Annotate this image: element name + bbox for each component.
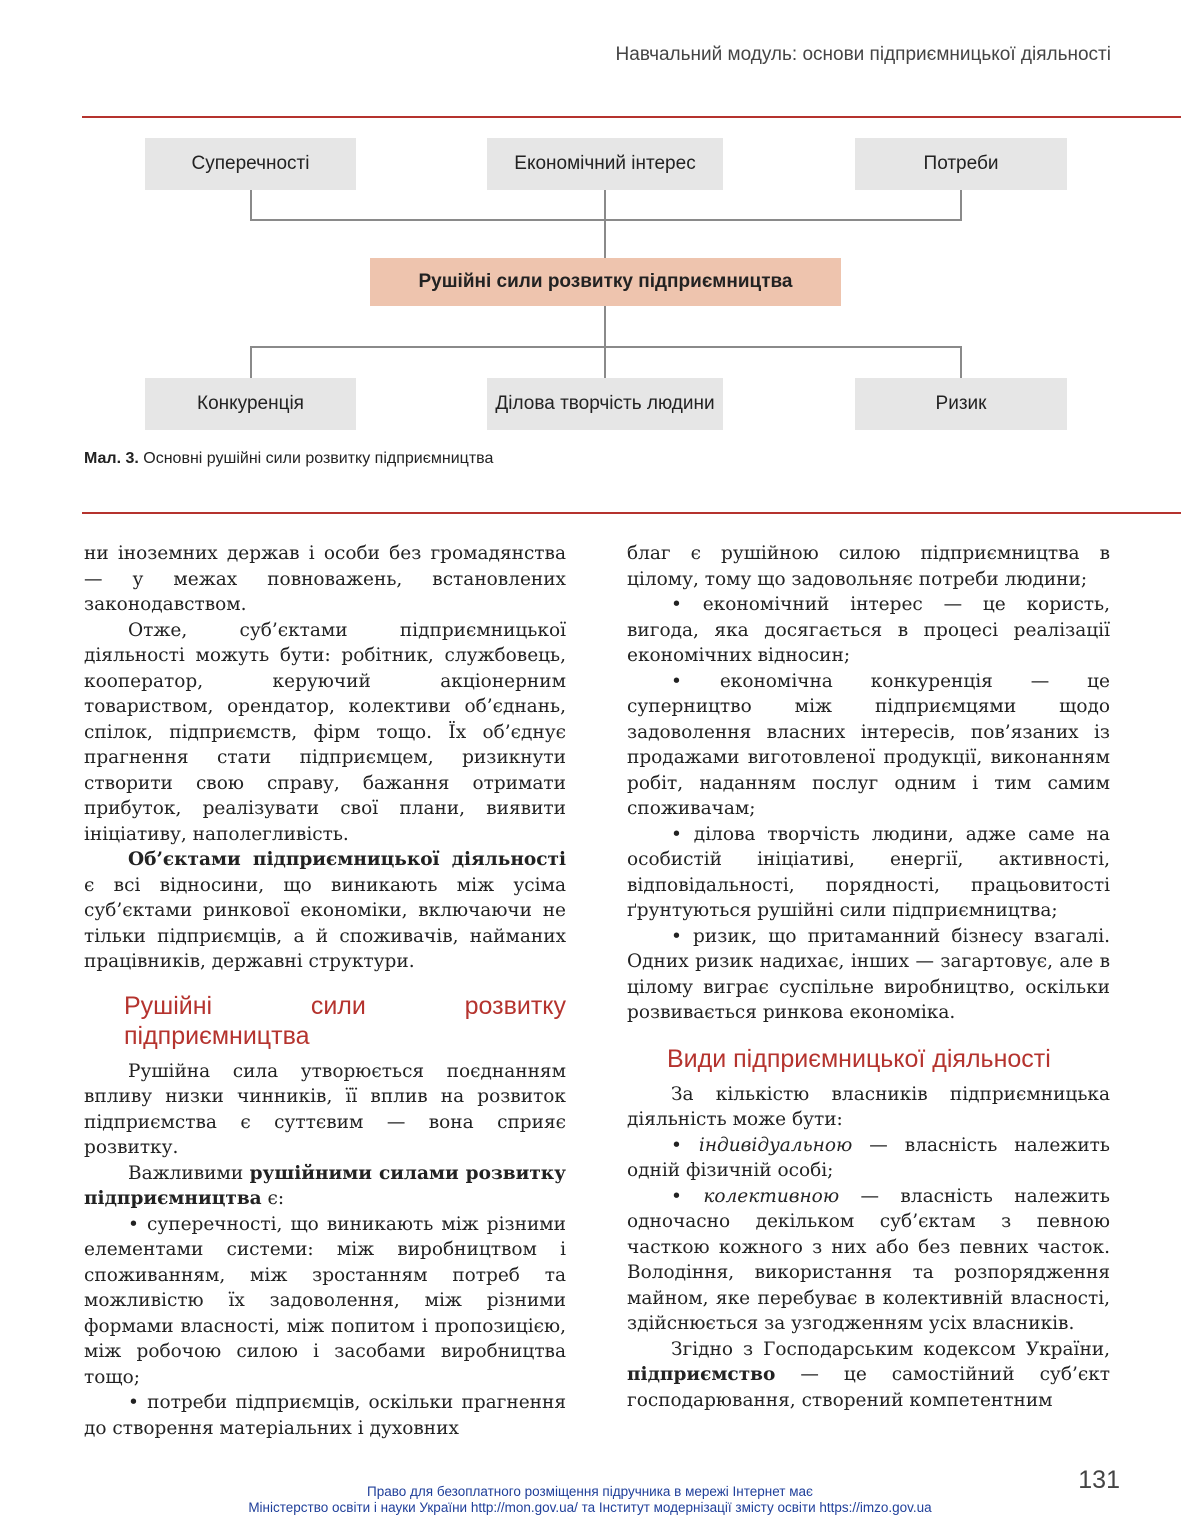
list-item: • ризик, що притаманний бізнесу взагалі. Одних ризик надихає, інших — загартовує, але в цілому виграє суспільне виробництво, оскільки розвивається ринкова економіка.	[627, 925, 1110, 1023]
bold-term: Об’єктами підприємницької діяльності	[128, 849, 566, 870]
box-risk: Ризик	[855, 378, 1067, 430]
caption-label: Мал. 3.	[84, 450, 139, 467]
box-driving-forces: Рушійні сили розвитку підприємництва	[370, 258, 841, 306]
connector-line	[250, 346, 962, 348]
list-item: • суперечності, що виникають між різними елементами системи: між виробництвом і споживанням, між зростанням потреб та можливістю їх задоволення, між різними формами власності, між попитом і пропозицією, між робочою силою і засобами виробництва тощо;	[84, 1213, 566, 1388]
footer-line: Міністерство освіти і науки України http://mon.gov.ua/ та Інститут модернізації змісту освіти https://imzo.gov.ua	[248, 1500, 932, 1515]
list-item-text: — власність належить одній фізичній особі;	[627, 1134, 1110, 1181]
diagram	[0, 0, 1181, 520]
bold-term: рушійними силами розвитку підприємництва	[84, 1162, 566, 1209]
paragraph-text: Згідно з Господарським кодексом України,	[671, 1338, 1110, 1360]
list-item: • потреби підприємців, оскільки прагнення до створення матеріальних і духовних	[84, 1392, 566, 1439]
left-column	[84, 541, 566, 1441]
italic-term: індивідуальною	[698, 1134, 853, 1156]
box-competition: Конкуренція	[145, 378, 356, 430]
list-item-text: — власність належить одночасно декільком суб’єктам з певною часткою кожного з них або без певних часток. Володіння, використання та розпорядження майном, яке перебуває в колективній власності, здійснюється за узгодженням усіх власників.	[627, 1185, 1110, 1334]
paragraph: ни іноземних держав і особи без громадянства — у межах повноважень, встановлених законодавством.	[84, 543, 566, 615]
right-column	[627, 541, 1110, 1413]
connector-line	[960, 190, 962, 220]
section-heading: Види підприємницької діяльності	[667, 1044, 1051, 1073]
paragraph: благ є рушійною силою підприємництва в цілому, тому що задовольняє потреби людини;	[627, 543, 1110, 590]
diagram-divider	[82, 512, 1181, 514]
caption-text: Основні рушійні сили розвитку підприємництва	[138, 450, 494, 467]
italic-term: колективною	[703, 1185, 840, 1207]
box-creativity: Ділова творчість людини	[487, 378, 723, 430]
connector-line	[250, 346, 252, 378]
box-needs: Потреби	[855, 138, 1067, 190]
paragraph-text: Важливими	[128, 1162, 250, 1184]
connector-line	[250, 190, 252, 220]
list-item: • економічний інтерес — це користь, вигода, яка досягається в процесі реалізації економічних відносин;	[627, 594, 1110, 666]
paragraph	[627, 1337, 1110, 1414]
connector-line	[604, 306, 606, 378]
list-item: • ділова творчість людини, адже саме на особистій ініціативі, енергії, активності, відповідальності, порядності, працьовитості ґрунтуються рушійні сили підприємництва;	[627, 823, 1110, 921]
list-item: • колективною — власність належить одночасно декільком суб’єктам з певною часткою кожного з них або без певних часток. Володіння, використання та розпорядження майном, яке перебуває в колективній власності, здійснюється за узгодженням усіх власників.	[627, 1185, 1110, 1334]
paragraph-text: — це самостійний суб’єкт господарювання, створений компетентним	[627, 1364, 1110, 1411]
section-heading: Рушійні сили розвитку підприємництва	[124, 991, 566, 1050]
paragraph: Рушійна сила утворюється поєднанням впливу низки чинників, її вплив на розвиток підприємства є суттєвим — вона сприяє розвитку.	[84, 1060, 566, 1158]
paragraph	[84, 847, 566, 975]
paragraph-text: є:	[261, 1188, 285, 1209]
paragraph	[84, 1161, 566, 1212]
list-item: • індивідуальною — власність належить одній фізичній особі;	[627, 1134, 1110, 1181]
footer-notice	[180, 1484, 1000, 1516]
connector-line	[250, 219, 962, 221]
bold-term: підприємство	[627, 1364, 776, 1385]
connector-line	[960, 346, 962, 378]
box-economic-interest: Економічний інтерес	[487, 138, 723, 190]
footer-line: Право для безоплатного розміщення підручника в мережі Інтернет має	[367, 1484, 813, 1499]
connector-line	[604, 190, 606, 258]
paragraph: Отже, суб’єктами підприємницької діяльності можуть бути: робітник, службовець, кооператор, керуючий акціонерним товариством, орендатор, колективи об’єднань, спілок, підприємств, фірм тощо. Їх об’єднує прагнення стати підприємцем, ризикнути створити свою справу, бажання отримати прибуток, реалізувати свої плани, виявити ініціативу, наполегливість.	[84, 619, 566, 845]
box-contradictions: Суперечності	[145, 138, 356, 190]
figure-caption	[84, 450, 493, 468]
paragraph: За кількістю власників підприємницька діяльність може бути:	[627, 1083, 1110, 1130]
module-title: Навчальний модуль: основи підприємницької діяльності	[615, 44, 1111, 65]
paragraph-text: є всі відносини, що виникають між усіма суб’єктами ринкової економіки, включаючи не тільки підприємців, а й споживачів, найманих працівників, державні структури.	[84, 874, 566, 972]
list-item: • економічна конкуренція — це суперництво між підприємцями щодо задоволення власних інтересів, пов’язаних із продажами виготовленої продукції, виконанням робіт, наданням послуг одним і тим самим споживачам;	[627, 670, 1110, 819]
page-number: 131	[1078, 1466, 1120, 1494]
